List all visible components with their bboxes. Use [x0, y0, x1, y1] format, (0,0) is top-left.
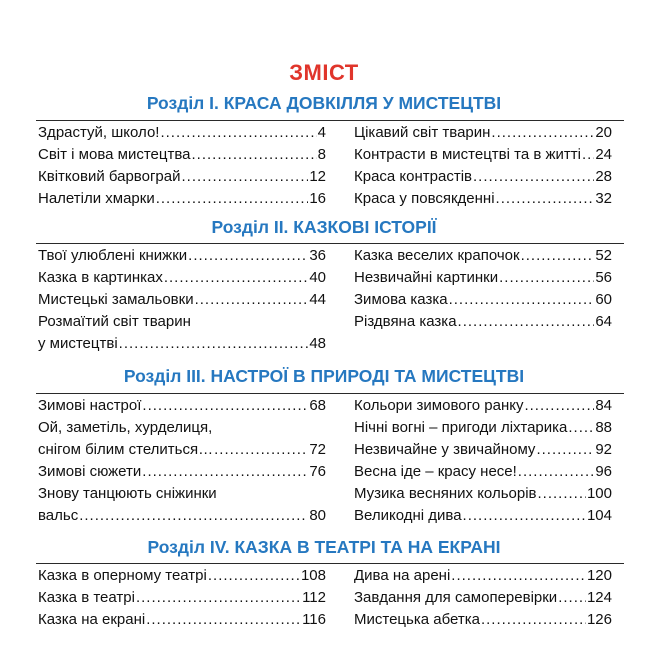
toc-entry[interactable]: Кольори зимового ранку ..... 84: [354, 395, 612, 417]
toc-entry[interactable]: Дива на арені ..... 120: [354, 565, 612, 587]
toc-entry[interactable]: Весна іде – красу несе! ..... 96: [354, 461, 612, 483]
section-2-right-column: [354, 245, 612, 333]
section-3-left-column: [38, 395, 326, 527]
toc-entry[interactable]: Здрастуй, школо! ..... 4: [38, 122, 326, 144]
section-4-divider: [36, 563, 624, 564]
toc-entry[interactable]: Краса у повсякденні ..... 32: [354, 188, 612, 210]
section-2-left-column: [38, 245, 326, 355]
toc-entry[interactable]: снігом білим стелиться… ..... 72: [38, 439, 326, 461]
toc-entry[interactable]: Казка веселих крапочок ..... 52: [354, 245, 612, 267]
toc-entry[interactable]: Казка в оперному театрі ..... 108: [38, 565, 326, 587]
toc-entry[interactable]: Зимові настрої ..... 68: [38, 395, 326, 417]
toc-entry[interactable]: Незвичайні картинки ..... 56: [354, 267, 612, 289]
toc-entry[interactable]: Незвичайне у звичайному ..... 92: [354, 439, 612, 461]
section-2-heading: Розділ ІІ. КАЗКОВІ ІСТОРІЇ: [211, 217, 437, 237]
section-1-divider: [36, 120, 624, 121]
toc-entry[interactable]: Світ і мова мистецтва ..... 8: [38, 144, 326, 166]
section-2-divider: [36, 243, 624, 244]
toc-entry[interactable]: Казка на екрані ..... 116: [38, 609, 326, 631]
toc-entry-first-line[interactable]: Знову танцюють сніжинки: [38, 485, 217, 502]
toc-entry[interactable]: Різдвяна казка ..... 64: [354, 311, 612, 333]
toc-entry[interactable]: вальс ..... 80: [38, 505, 326, 527]
toc-entry[interactable]: у мистецтві ..... 48: [38, 333, 326, 355]
section-4-heading: Розділ IV. КАЗКА В ТЕАТРІ ТА НА ЕКРАНІ: [147, 537, 501, 557]
toc-entry[interactable]: Зимові сюжети ..... 76: [38, 461, 326, 483]
toc-entry[interactable]: Казка в картинках ..... 40: [38, 267, 326, 289]
toc-entry[interactable]: Контрасти в мистецтві та в житті ..... 24: [354, 144, 612, 166]
toc-entry[interactable]: Завдання для самоперевірки ..... 124: [354, 587, 612, 609]
toc-entry[interactable]: Зимова казка ..... 60: [354, 289, 612, 311]
toc-entry[interactable]: Налетіли хмарки ..... 16: [38, 188, 326, 210]
toc-entry[interactable]: Твої улюблені книжки ..... 36: [38, 245, 326, 267]
toc-entry-first-line[interactable]: Ой, заметіль, хурделиця,: [38, 419, 213, 436]
toc-entry[interactable]: Казка в театрі ..... 112: [38, 587, 326, 609]
section-4-left-column: [38, 565, 326, 631]
toc-entry[interactable]: Музика весняних кольорів ..... 100: [354, 483, 612, 505]
section-1-left-column: [38, 122, 326, 210]
toc-entry[interactable]: Цікавий світ тварин ..... 20: [354, 122, 612, 144]
toc-entry[interactable]: Великодні дива ..... 104: [354, 505, 612, 527]
section-4-right-column: [354, 565, 612, 631]
toc-entry[interactable]: Краса контрастів ..... 28: [354, 166, 612, 188]
toc-entry-first-line[interactable]: Розмаїтий світ тварин: [38, 313, 191, 330]
toc-entry[interactable]: Квітковий барвограй ..... 12: [38, 166, 326, 188]
section-3-heading: Розділ ІІІ. НАСТРОЇ В ПРИРОДІ ТА МИСТЕЦТВІ: [123, 366, 525, 386]
section-1-right-column: [354, 122, 612, 210]
section-1-heading: Розділ І. КРАСА ДОВКІЛЛЯ У МИСТЕЦТВІ: [146, 93, 502, 113]
toc-entry[interactable]: Нічні вогні – пригоди ліхтарика ..... 88: [354, 417, 612, 439]
section-3-right-column: [354, 395, 612, 527]
page-title: ЗМІСТ: [289, 60, 359, 85]
toc-entry[interactable]: Мистецькі замальовки ..... 44: [38, 289, 326, 311]
section-3-divider: [36, 393, 624, 394]
toc-entry[interactable]: Мистецька абетка ..... 126: [354, 609, 612, 631]
